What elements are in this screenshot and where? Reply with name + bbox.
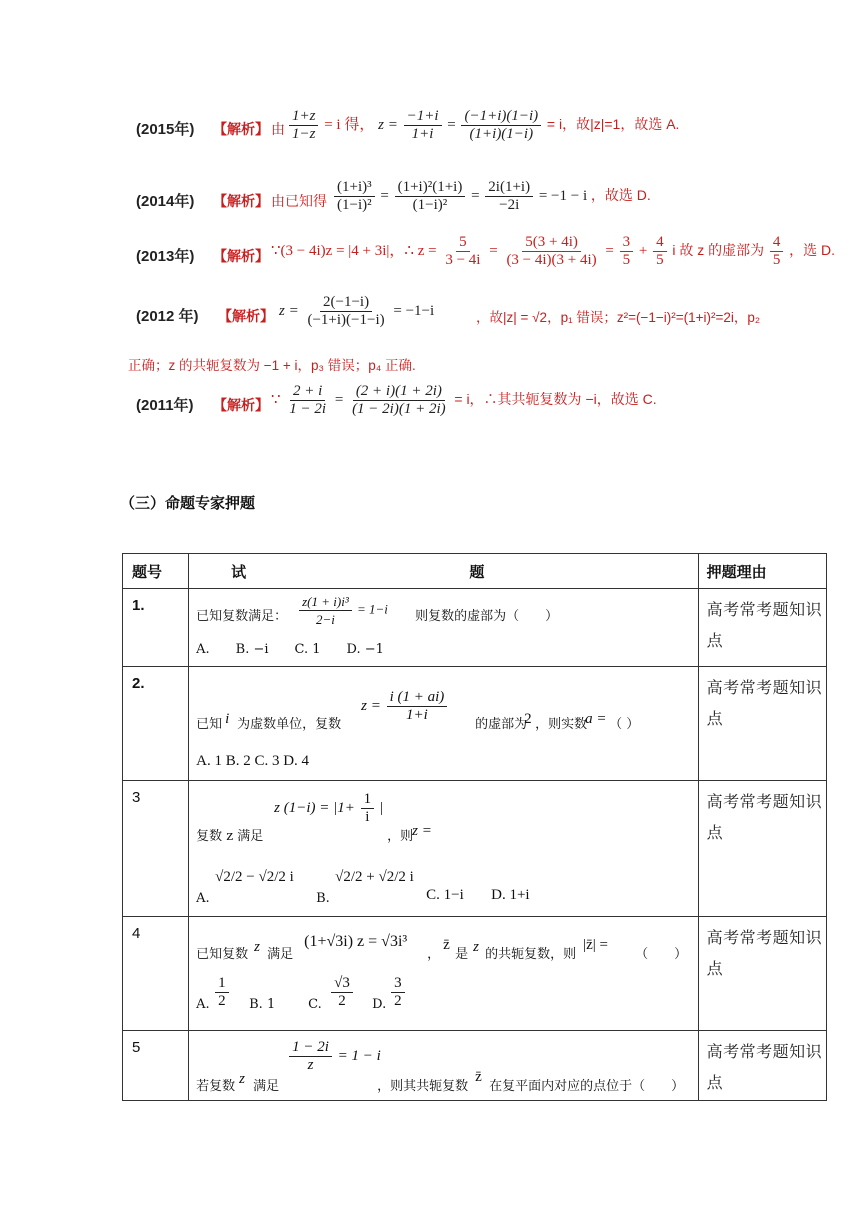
solution-formula: ∵ $\frac{2 + i}{1 - 2i}$ = $\frac{(2 + i)(1 + 2i)}{(1 - 2i)(1 + 2i)}$ = i，∴其共轭复数为 −i，故选 C. <box>271 383 657 417</box>
table-row <box>123 1031 827 1101</box>
header-question: 试 题 <box>189 554 699 589</box>
header-num: 题号 <box>123 554 189 589</box>
analysis-tag: 【解析】 <box>213 397 269 413</box>
reason-text: 高考常考题知识点 <box>706 794 823 842</box>
question-cell: 已知复数 z 满足 (1+√3i) z = √3i³ ， z̄ 是 z 的共轭复数，则 |z̄| = （ ） A. $\frac{1}{2}$ B. 1 C. $\frac{√3}{2}$ D. $\frac{3}{2}$ <box>189 917 699 1031</box>
reason-text: 高考常考题知识点 <box>706 602 823 650</box>
prediction-table <box>122 553 827 1101</box>
question-cell: 已知复数满足： $\frac{\text{z(1 + i)i³}}{2-i}$ = 1−i 则复数的虚部为（ ） A. B. −i C. 1 D. −1 <box>189 589 699 667</box>
question-number: 4 <box>132 925 141 942</box>
analysis-tag: 【解析】 <box>213 248 269 264</box>
solution-text: 由已知得 <box>271 193 327 209</box>
analysis-tag: 【解析】 <box>218 308 274 324</box>
question-number: 3 <box>132 789 141 806</box>
year-label: (2014年) <box>136 193 195 210</box>
solution-formula: ∵(3 − 4i)z = |4 + 3i|，∴ z = $\frac{5}{3 - 4i}$ = $\frac{5(3 + 4i)}{(3 - 4i)(3 + 4i)}$ = $\frac{3}{5}$ + $\frac{4}{5}$ i 故 z 的虚部为 $\frac{4}{5}$ ，选 D. <box>271 234 836 268</box>
section-title: （三）命题专家押题 <box>120 495 256 512</box>
question-number: 5 <box>132 1039 141 1056</box>
analysis-tag: 【解析】 <box>213 193 269 209</box>
question-cell: 已知 i 为虚数单位，复数 z = $\frac{i (1 + ai)}{1+i}$ 的虚部为 2 ，则实数 a = （ ） A. 1 B. 2 C. 3 D. 4 <box>189 667 699 781</box>
table-header-row <box>123 554 827 589</box>
reason-text: 高考常考题知识点 <box>706 680 823 728</box>
header-reason: 押题理由 <box>698 554 826 589</box>
year-label: (2013年) <box>136 248 195 265</box>
question-number: 1. <box>132 597 145 614</box>
answer-options: A. 1 B. 2 C. 3 D. 4 <box>196 753 310 769</box>
question-cell: 若复数 z 满足 $\frac{1 - 2i}{z}$ = 1 − i ，则其共轭复数 z̄ 在复平面内对应的点位于（ ） <box>189 1031 699 1101</box>
year-label: (2012 年) <box>136 308 199 325</box>
solution-text: 由 <box>271 121 285 137</box>
year-label: (2015年) <box>136 121 195 138</box>
reason-text: 高考常考题知识点 <box>706 1044 823 1092</box>
table-row <box>123 917 827 1031</box>
table-row <box>123 589 827 667</box>
answer-options: A. B. −i C. 1 D. −1 <box>196 642 384 657</box>
solution-text: 正确；z 的共轭复数为 −1 + i，p₃ 错误；p₄ 正确. <box>128 358 416 373</box>
reason-text: 高考常考题知识点 <box>706 930 823 978</box>
solution-formula: $\frac{1+z}{1-z}$ = i 得， z = $\frac{-1+i}{1+i}$ = $\frac{(-1+i)(1-i)}{(1+i)(1-i)}$ = i，故|z|=1，故选 A. <box>287 108 679 143</box>
question-cell: 复数 z 满足 z (1−i) = |1+ $\frac{1}{i}$ | ，则 z = A. √2/2 − √2/2 i B. √2/2 + √2/2 i C. 1−i D. 1+i <box>189 781 699 917</box>
solution-formula: $\frac{\text{(1+i)³}}{\text{(1−i)²}}$ = $\frac{\text{(1+i)²(1+i)}}{\text{(1−i)²}}$ = $\frac{2i(1+i)}{-2i}$ = −1 − i ，故选 D. <box>332 179 651 214</box>
table-row <box>123 781 827 917</box>
solution-text: ，故|z| = √2，p₁ 错误；z²=(−1−i)²=(1+i)²=2i，p₂ <box>476 310 761 325</box>
analysis-tag: 【解析】 <box>213 121 269 137</box>
table-row <box>123 667 827 781</box>
year-label: (2011年) <box>136 397 194 414</box>
question-number: 2. <box>132 675 145 692</box>
solution-formula: z = $\frac{2(-1-i)}{(-1+i)(-1-i)}$ = −1−i <box>279 294 435 328</box>
